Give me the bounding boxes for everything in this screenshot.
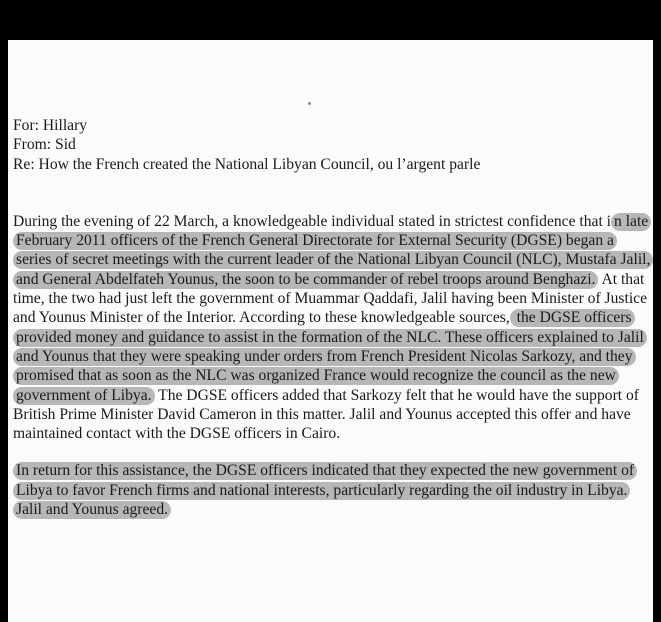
memo-body — [13, 116, 651, 519]
paragraph-1-highlight-b: the DGSE officers provided money and guidance to assist in the formation of the NLC. These officers explained to Jalil and Younus that they were speaking under orders from French President Nicolas Sarkozy, and they promised that as soon as the NLC was organized France would recognize the council as the new government of Libya. — [13, 309, 647, 404]
memo-header — [13, 116, 651, 174]
memo-subject-line: Re: How the French created the National Libyan Council, ou l’argent parle — [13, 155, 481, 173]
memo-for-line: For: Hillary — [13, 117, 88, 134]
paragraph-1-text-a: During the evening of 22 March, a knowledgeable individual stated in strictest confidence that i — [13, 212, 612, 230]
paragraph-1 — [13, 212, 651, 444]
paragraph-1-text-c: The DGSE officers added that Sarkozy felt that he would have the support of British Prime Minister David Cameron in this matter. Jalil and Younus accepted this offer and have maintained contact with the DGSE officers in Cairo. — [13, 386, 639, 443]
paragraph-2 — [13, 461, 651, 519]
memo-from-line: From: Sid — [13, 136, 76, 154]
paragraph-1-text-b: At that time, the two had just left the government of Muammar Qaddafi, Jalil having been Minister of Justice and Younus Minister of the Interior. According to these knowledgeable sources, — [13, 270, 647, 327]
paragraph-2-highlight: In return for this assistance, the DGSE officers indicated that they expected the new government of Libya to favor French firms and national interests, particularly regarding the oil industry in Libya. Jalil and Younus agreed. — [13, 462, 637, 519]
document-page — [8, 40, 653, 622]
scan-speck — [308, 102, 311, 105]
paragraph-1-highlight-a: n late February 2011 officers of the French General Directorate for External Security (DGSE) began a series of secret meetings with the current leader of the National Libyan Council (NLC), Mustafa Jalil, and General Abdelfateh Younus, the soon to be commander of rebel troops around Benghazi. — [13, 213, 653, 289]
